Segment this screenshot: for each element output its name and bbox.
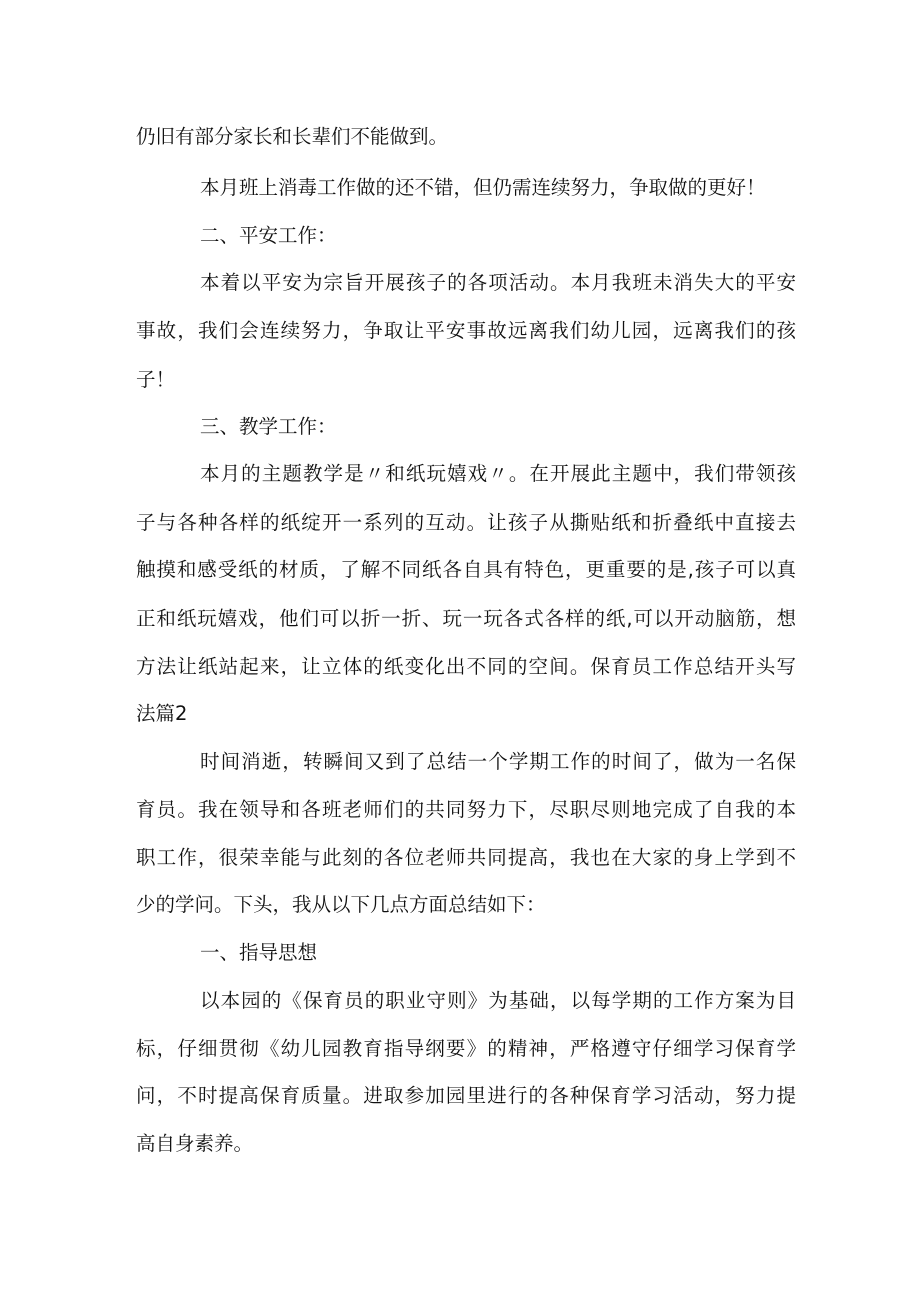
paragraph-line: 触摸和感受纸的材质，了解不同纸各自具有特色，更重要的是,孩子可以真 — [136, 558, 796, 581]
paragraph-line: 正和纸玩嬉戏，他们可以折一折、玩一玩各式各样的纸,可以开动脑筋，想 — [136, 607, 796, 630]
section-heading: 三、教学工作： — [200, 415, 337, 438]
section-heading: 二、平安工作： — [200, 224, 337, 247]
paragraph-line: 方法让纸站起来，让立体的纸变化出不同的空间。保育员工作总结开头写 — [136, 655, 796, 678]
section-heading: 一、指导思想 — [200, 941, 318, 964]
paragraph-line: 时间消逝，转瞬间又到了总结一个学期工作的时间了，做为一名保 — [200, 750, 796, 773]
paragraph-line: 少的学问。下头，我从以下几点方面总结如下： — [136, 893, 546, 916]
paragraph-line: 本月的主题教学是〃和纸玩嬉戏〃。在开展此主题中，我们带领孩 — [200, 462, 796, 485]
paragraph-line: 本着以平安为宗旨开展孩子的各项活动。本月我班未消失大的平安 — [200, 271, 796, 294]
paragraph-line: 仍旧有部分家长和长辈们不能做到。 — [136, 125, 449, 148]
paragraph-line: 职工作，很荣幸能与此刻的各位老师共同提高，我也在大家的身上学到不 — [136, 846, 796, 869]
paragraph-line: 子！ — [136, 368, 176, 391]
paragraph-line: 子与各种各样的纸绽开一系列的互动。让孩子从撕贴纸和折叠纸中直接去 — [136, 511, 796, 534]
paragraph-line: 育员。我在领导和各班老师们的共同努力下，尽职尽则地完成了自我的本 — [136, 798, 796, 821]
paragraph-line: 以本园的《保育员的职业守则》为基础，以每学期的工作方案为目 — [200, 989, 796, 1012]
paragraph-line: 事故，我们会连续努力，争取让平安事故远离我们幼儿园，远离我们的孩 — [136, 319, 796, 342]
paragraph-line: 高自身素养。 — [136, 1132, 254, 1155]
paragraph-line: 本月班上消毒工作做的还不错，但仍需连续努力，争取做的更好！ — [200, 176, 766, 199]
paragraph-line: 法篇2 — [136, 702, 188, 725]
paragraph-line: 问，不时提高保育质量。进取参加园里进行的各种保育学习活动，努力提 — [136, 1084, 796, 1107]
paragraph-line: 标，仔细贯彻《幼儿园教育指导纲要》的精神，严格遵守仔细学习保育学 — [136, 1037, 796, 1060]
